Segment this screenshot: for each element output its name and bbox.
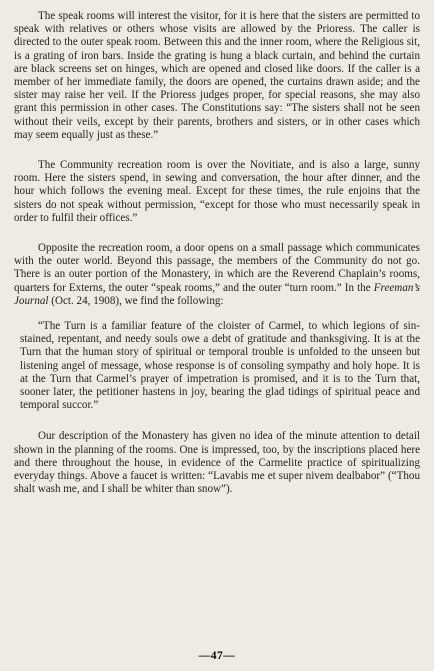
- turn-quotation: “The Turn is a familiar feature of the cloister of Carmel, to which legions of sin-stained, repentant, and needy souls owe a debt of gratitude and thanksgiving. It is at the Turn that the human story of spiritual or temporal trouble is unfolded to the unseen but listening angel of message, whose response is of consoling sympathy and holy hope. It is at the Turn that Carmel’s prayer of impetration is promised, and it is to the Turn that, sooner later, the petitioner hastens in joy, bearing the glad tidings of spiritual peace and temporal succor.”: [20, 320, 420, 412]
- page-number: —47—: [198, 650, 236, 662]
- paragraph-speak-rooms: The speak rooms will interest the visitor, for it is here that the sisters are permitted to speak with relatives or others whose visits are allowed by the Prioress. The caller is directed to the outer speak room. Between this and the inner room, where the Religious sit, is a grating of iron bars. Inside the grating is hung a black curtain, and behind the curtain are black screens set on hinges, which are opened and closed like doors. If the caller is a member of her immediate family, the doors are opened, the curtains drawn aside; and the sister may raise her veil. If the Prioress judges proper, for special reasons, she may also grant this permission in other cases. The Constitutions say: “The sisters shall not be seen without their veils, except by their parents, brothers and sisters, or in other cases which may seem equally just as these.”: [14, 10, 420, 141]
- paragraph-recreation-room: The Community recreation room is over the Novitiate, and is also a large, sunny room. Here the sisters spend, in sewing and conversation, the hour after dinner, and the hour which follows the evening meal. Except for these times, the rule enjoins that the sisters do not speak without permission, “except for those who must necessarily speak in order to fulfil their offices.”: [14, 159, 420, 224]
- journal-title: Freeman’s Journal: [14, 281, 420, 307]
- paragraph-outer-passage-text: Opposite the recreation room, a door opens on a small passage which communicates with the outer world. Beyond this passage, the members of the Community do not go. There is an outer portion of the Monastery, in which are the Reverend Chaplain’s rooms, quarters for Externs, the outer “speak rooms,” and the outer “turn room.” In the: [14, 242, 420, 294]
- paragraph-outer-passage: [14, 242, 420, 308]
- paragraph-inscriptions: Our description of the Monastery has given no idea of the minute attention to detail shown in the planning of the rooms. One is impressed, too, by the inscriptions placed here and there throughout the house, in evidence of the Carmelite practice of spiritualizing everyday things. Above a faucet is written: “Lavabis me et super nivem dealbabor” (“Thou shalt wash me, and I shall be whiter than snow”).: [14, 430, 420, 496]
- paragraph-outer-passage-tail: (Oct. 24, 1908), we find the following:: [48, 294, 224, 307]
